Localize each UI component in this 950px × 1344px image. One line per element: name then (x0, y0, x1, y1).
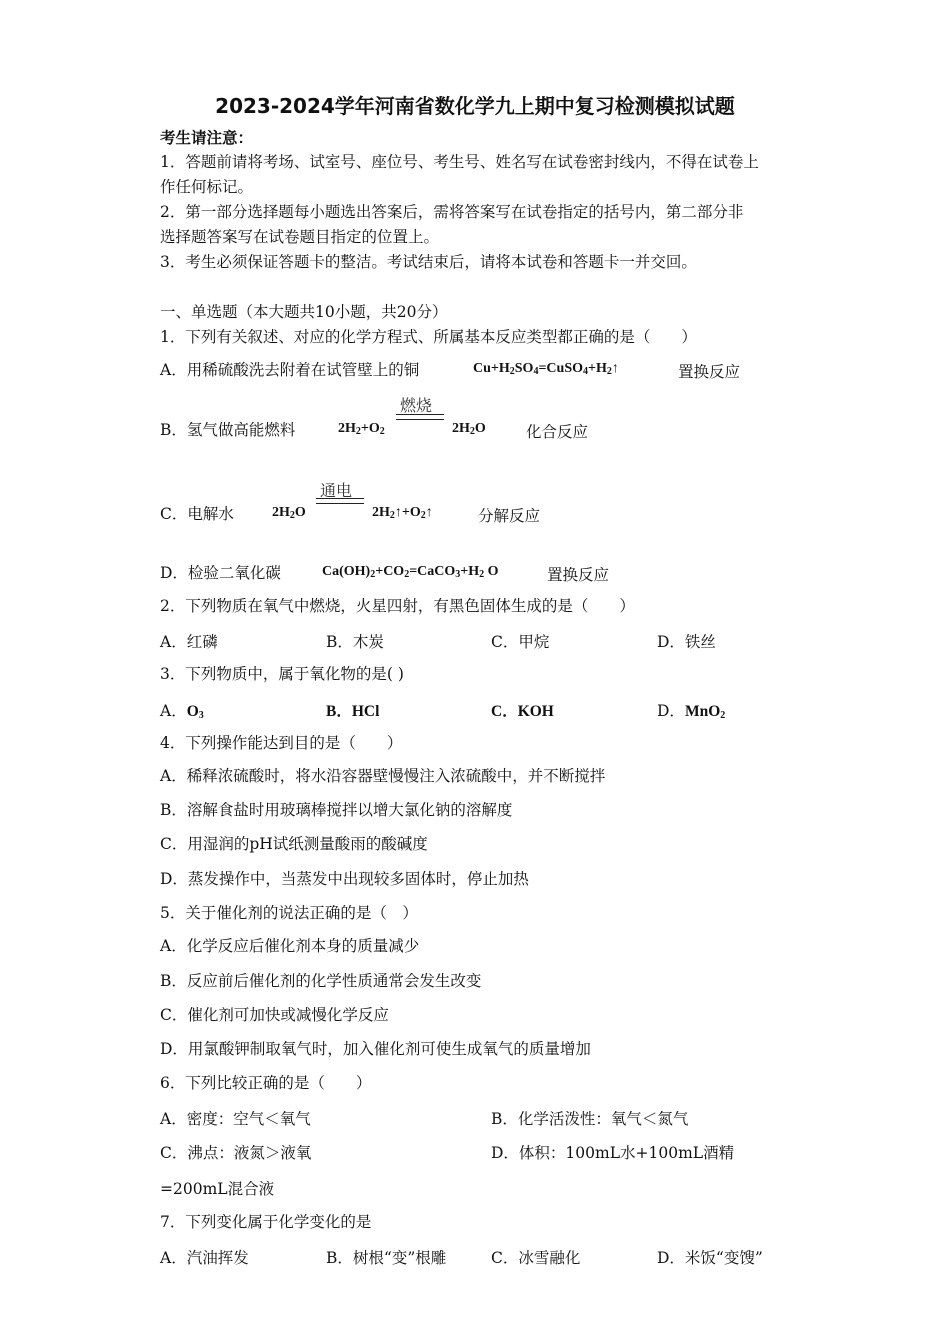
option-c: C．催化剂可加快或减慢化学反应 (160, 1006, 389, 1024)
equals-arrow (396, 414, 444, 420)
option-b: B．氢气做高能燃料 (160, 421, 296, 439)
option-a: A．红磷 (160, 633, 218, 651)
equation-d: $Ca(OH)_2+CO_2=CaCO_3+H_2$ O (322, 564, 499, 580)
question-stem: 4．下列操作能达到目的是（ ） (160, 734, 403, 752)
question-stem: 6．下列比较正确的是（ ） (160, 1074, 372, 1092)
option-c: C．用湿润的pH试纸测量酸雨的酸碱度 (160, 835, 428, 853)
equals-arrow (316, 498, 364, 504)
option-d: D．体积：100mL水+100mL酒精 (491, 1144, 735, 1162)
option-b: B．化学活泼性：氧气＜氮气 (491, 1110, 689, 1128)
condition-label: 燃烧 (400, 398, 433, 415)
notice-header: 考生请注意： (160, 128, 254, 147)
equation-c-left: $2H_2O$ (272, 505, 306, 521)
option-c: C．KOH (491, 703, 554, 720)
question-stem: 2．下列物质在氧气中燃烧，火星四射，有黑色固体生成的是（ ） (160, 597, 635, 615)
equation-a: $Cu+H_2SO_4=CuSO_4+H_2↑$ (473, 361, 619, 377)
condition-label: 通电 (320, 483, 353, 500)
reaction-type: 分解反应 (478, 507, 541, 525)
option-d: D．蒸发操作中，当蒸发中出现较多固体时，停止加热 (160, 870, 529, 888)
option-c: C．冰雪融化 (491, 1249, 581, 1267)
option-d: D．米饭“变馊” (657, 1249, 763, 1267)
option-a: A．$O_3$ (160, 702, 204, 721)
option-d: D．MnO$_2$ (657, 702, 726, 721)
option-d: D．检验二氧化碳 (160, 564, 281, 582)
reaction-type: 置换反应 (547, 566, 610, 584)
equation-b-left: $2H_2+O_2$ (338, 421, 385, 437)
notice-line: 3．考生必须保证答题卡的整洁。考试结束后，请将本试卷和答题卡一并交回。 (160, 253, 697, 271)
section-heading: 一、单选题（本大题共10小题，共20分） (160, 303, 448, 321)
question-stem: 1．下列有关叙述、对应的化学方程式、所属基本反应类型都正确的是（ ） (160, 328, 697, 346)
option-b: B．树根“变”根雕 (326, 1249, 447, 1267)
option-a: A．用稀硫酸洗去附着在试管壁上的铜 (160, 361, 420, 379)
option-a: A．汽油挥发 (160, 1249, 249, 1267)
option-a: A．稀释浓硫酸时，将水沿容器壁慢慢注入浓硫酸中，并不断搅拌 (160, 767, 606, 785)
option-b: B．HCl (326, 703, 380, 720)
page-title: 2023-2024学年河南省数化学九上期中复习检测模拟试题 (215, 94, 735, 118)
reaction-type: 置换反应 (678, 363, 741, 381)
option-c: C．甲烷 (491, 633, 550, 651)
equation-b-right: $2H_2O$ (452, 421, 486, 437)
reaction-type: 化合反应 (526, 423, 589, 441)
option-b: B．溶解食盐时用玻璃棒搅拌以增大氯化钠的溶解度 (160, 801, 513, 819)
question-stem: 5．关于催化剂的说法正确的是（ ） (160, 904, 418, 922)
option-b: B．木炭 (326, 633, 384, 651)
option-d-continued: =200mL混合液 (160, 1180, 275, 1198)
option-b: B．反应前后催化剂的化学性质通常会发生改变 (160, 972, 482, 990)
option-a: A．密度：空气＜氧气 (160, 1110, 311, 1128)
option-c: C．电解水 (160, 505, 234, 523)
notice-line: 1．答题前请将考场、试室号、座位号、考生号、姓名写在试卷密封线内，不得在试卷上 (160, 153, 759, 171)
notice-line: 2．第一部分选择题每小题选出答案后，需将答案写在试卷指定的括号内，第二部分非 (160, 203, 744, 221)
option-d: D．铁丝 (657, 633, 716, 651)
option-d: D．用氯酸钾制取氧气时，加入催化剂可使生成氧气的质量增加 (160, 1040, 591, 1058)
question-stem: 7．下列变化属于化学变化的是 (160, 1213, 372, 1231)
equation-c-right: $2H_2↑+O_2↑$ (372, 505, 433, 521)
notice-line: 作任何标记。 (160, 178, 254, 196)
question-stem: 3．下列物质中，属于氧化物的是( ) (160, 665, 404, 683)
notice-line: 选择题答案写在试卷题目指定的位置上。 (160, 228, 440, 246)
option-a: A．化学反应后催化剂本身的质量减少 (160, 937, 420, 955)
option-c: C．沸点：液氮＞液氧 (160, 1144, 312, 1162)
